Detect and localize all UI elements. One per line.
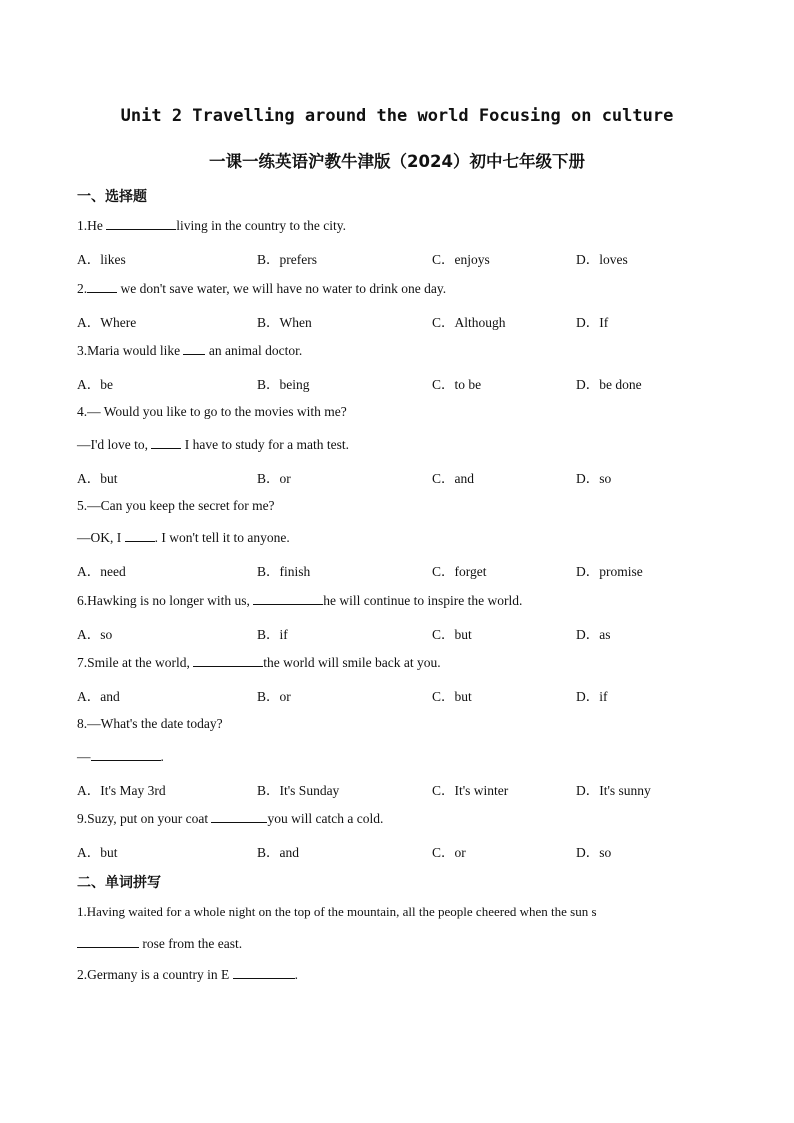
spelling-question-2 [77,966,298,983]
question-text: 8.—What's the date today? [77,716,223,731]
section-heading-multiple-choice: 一、选择题 [77,189,147,205]
question-6 [77,592,522,609]
option-a: A．be [77,377,113,392]
question-text: 7.Smile at the world, [77,655,194,670]
option-c: C．or [432,845,466,860]
question-4-line-2 [77,436,349,453]
option-b: B．or [257,471,291,486]
question-4 [77,404,347,420]
option-a: A．but [77,845,118,860]
answer-blank [106,217,176,230]
question-8 [77,716,223,732]
option-d: D．If [576,315,609,330]
option-c: C．but [432,627,472,642]
answer-blank [77,935,139,948]
question-text: 2.Germany is a country in E [77,967,233,982]
answer-blank [91,748,161,761]
question-7 [77,654,441,671]
question-text: 9.Suzy, put on your coat [77,811,212,826]
page-subtitle: 一课一练英语沪教牛津版（2024）初中七年级下册 [209,152,585,171]
question-9 [77,810,383,827]
question-5-line-2 [77,529,290,546]
question-8-line-2 [77,748,164,765]
option-a: A．Where [77,315,137,330]
answer-blank [253,592,323,605]
section-heading-spelling: 二、单词拼写 [77,875,161,891]
option-a: A．but [77,471,118,486]
question-text: . [294,967,298,982]
option-d: D．so [576,471,612,486]
option-b: B．if [257,627,288,642]
option-b: B．and [257,845,299,860]
option-c: C．It's winter [432,783,509,798]
spelling-question-1-line-2 [77,935,242,952]
option-d: D．promise [576,564,643,579]
option-d: D．so [576,845,612,860]
spelling-question-1 [77,904,597,920]
question-text: . I won't tell it to anyone. [154,530,290,545]
option-a: A．likes [77,252,126,267]
question-text: —OK, I [77,530,125,545]
question-text: the world will smile back at you. [263,655,441,670]
question-2 [77,280,446,297]
question-text: —I'd love to, [77,437,152,452]
answer-blank [233,966,295,979]
option-b: B．prefers [257,252,317,267]
option-b: B．finish [257,564,311,579]
option-c: C．but [432,689,472,704]
question-text: 1.He [77,218,107,233]
option-c: C．enjoys [432,252,490,267]
answer-blank [87,280,117,293]
answer-blank [183,342,205,355]
question-text: living in the country to the city. [176,218,346,233]
question-text: 4.— Would you like to go to the movies with me? [77,404,347,419]
option-d: D．It's sunny [576,783,651,798]
question-text: he will continue to inspire the world. [323,593,523,608]
option-b: B．When [257,315,312,330]
question-text: rose from the east. [139,936,243,951]
answer-blank [211,810,267,823]
question-text: 5.—Can you keep the secret for me? [77,498,275,513]
option-a: A．so [77,627,113,642]
page-title: Unit 2 Travelling around the world Focusing on culture [120,106,674,126]
option-c: C．and [432,471,474,486]
option-d: D．if [576,689,608,704]
question-text: you will catch a cold. [267,811,384,826]
answer-blank [151,436,181,449]
question-text: . [160,749,164,764]
option-a: A．and [77,689,120,704]
option-c: C．Although [432,315,506,330]
option-d: D．be done [576,377,642,392]
question-text: 1.Having waited for a whole night on the top of the mountain, all the people cheered when the sun s [77,904,597,919]
question-text: 6.Hawking is no longer with us, [77,593,254,608]
answer-blank [193,654,263,667]
question-text: we don't save water, we will have no water to drink one day. [117,281,447,296]
option-d: D．loves [576,252,628,267]
question-text: 2. [77,281,88,296]
question-text: I have to study for a math test. [181,437,350,452]
question-text: — [77,749,91,764]
question-3 [77,342,302,359]
question-text: 3.Maria would like [77,343,184,358]
option-b: B．being [257,377,310,392]
answer-blank [125,529,155,542]
option-c: C．forget [432,564,487,579]
question-5 [77,498,275,514]
option-a: A．It's May 3rd [77,783,166,798]
question-text: an animal doctor. [205,343,303,358]
option-b: B．It's Sunday [257,783,340,798]
question-1 [77,217,346,234]
option-b: B．or [257,689,291,704]
option-a: A．need [77,564,126,579]
option-d: D．as [576,627,611,642]
option-c: C．to be [432,377,482,392]
